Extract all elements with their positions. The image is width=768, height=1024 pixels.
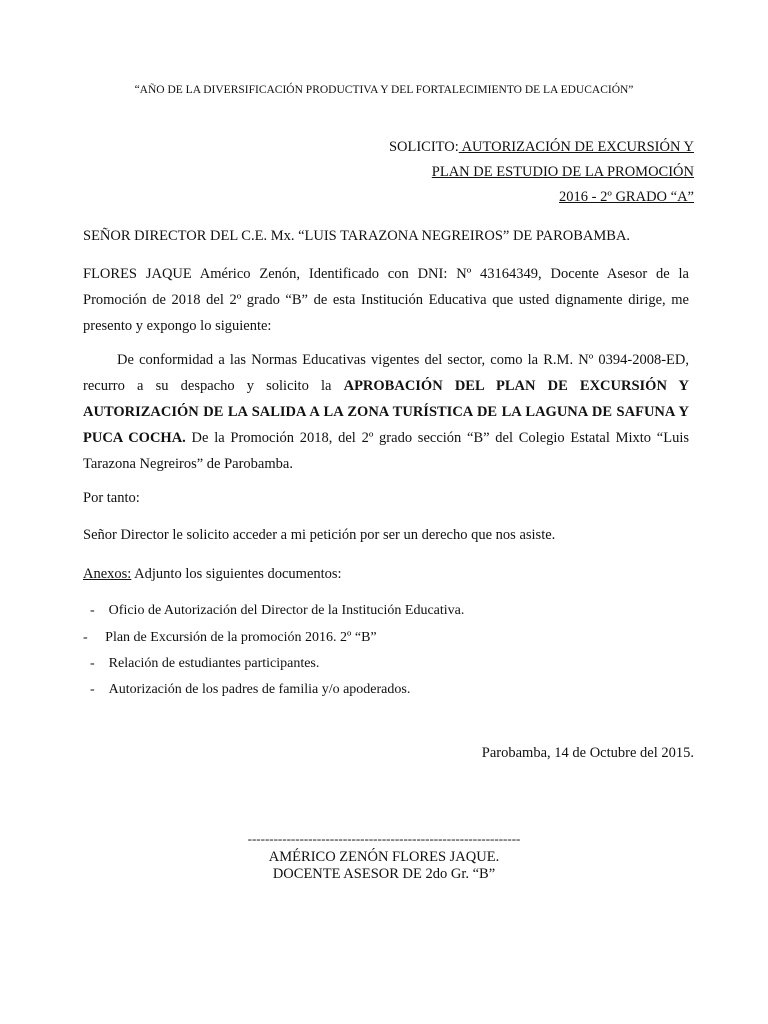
body-text-2: De la Promoción 2018, del 2º grado sección “B” del Colegio Estatal Mixto “Luis Tarazona Negreiros” de Parobamba.	[83, 430, 689, 472]
date-line: Parobamba, 14 de Octubre del 2015.	[481, 745, 694, 761]
solicito-line-1	[389, 139, 694, 156]
por-tanto: Por tanto:	[83, 490, 140, 506]
solicito-subject-2: PLAN DE ESTUDIO DE LA PROMOCIÓN	[431, 164, 694, 180]
list-item: - Plan de Excursión de la promoción 2016. 2º “B”	[83, 630, 377, 645]
header-motto: “AÑO DE LA DIVERSIFICACIÓN PRODUCTIVA Y DEL FORTALECIMIENTO DE LA EDUCACIÓN”	[134, 84, 634, 96]
body-text-1: De conformidad a las Normas Educativas vigentes del sector, como la R.M. Nº 0394-2008-ED, recurro a su despacho y solicito la	[83, 352, 689, 394]
signature-line: ---------------------------------------------------------------	[247, 831, 521, 846]
request-line: Señor Director le solicito acceder a mi petición por ser un derecho que nos asiste.	[83, 527, 556, 543]
list-item: - Relación de estudiantes participantes.	[90, 656, 320, 671]
list-item-text: Autorización de los padres de familia y/o apoderados.	[108, 682, 411, 697]
body-bold-request: APROBACIÓN DEL PLAN DE EXCURSIÓN Y AUTORIZACIÓN DE LA SALIDA A LA ZONA TURÍSTICA DE LA LAGUNA DE SAFUNA Y PUCA COCHA.	[83, 378, 689, 446]
list-item-text: Plan de Excursión de la promoción 2016. 2º “B”	[105, 630, 377, 645]
solicito-label: SOLICITO:	[388, 139, 459, 155]
list-item: - Oficio de Autorización del Director de la Institución Educativa.	[90, 603, 465, 618]
addressee: SEÑOR DIRECTOR DEL C.E. Mx. “LUIS TARAZONA NEGREIROS” DE PAROBAMBA.	[83, 228, 631, 244]
anexos-text: Adjunto los siguientes documentos:	[131, 566, 342, 582]
anexos-label: Anexos:	[83, 566, 132, 582]
intro-paragraph: FLORES JAQUE Américo Zenón, Identificado con DNI: Nº 43164349, Docente Asesor de la Promoción de 2018 del 2º grado “B” de esta Institución Educativa que usted dignamente dirige, me presento y expongo lo siguiente:	[83, 266, 689, 334]
anexos-line	[83, 566, 342, 583]
list-item-text: Oficio de Autorización del Director de la Institución Educativa.	[108, 603, 465, 618]
solicito-subject-3: 2016 - 2º GRADO “A”	[559, 189, 694, 205]
list-item-text: Relación de estudiantes participantes.	[108, 656, 320, 671]
solicito-subject-1: AUTORIZACIÓN DE EXCURSIÓN Y	[458, 139, 694, 155]
body-paragraph	[83, 347, 689, 477]
list-item: - Autorización de los padres de familia y/o apoderados.	[90, 682, 411, 697]
signature-name: AMÉRICO ZENÓN FLORES JAQUE.	[268, 849, 500, 865]
signature-title: DOCENTE ASESOR DE 2do Gr. “B”	[272, 866, 496, 882]
